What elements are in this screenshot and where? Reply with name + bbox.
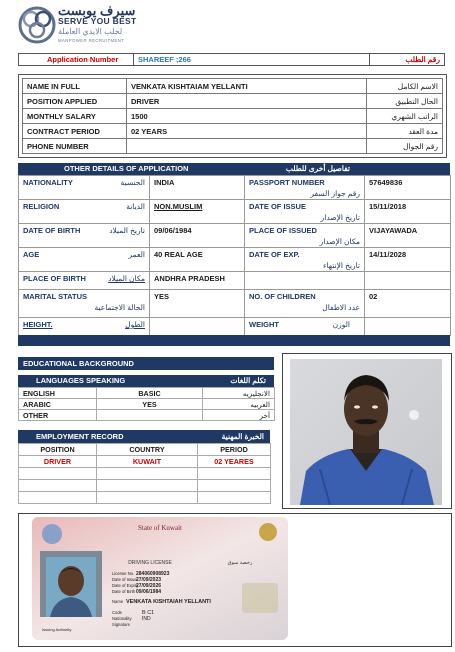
children-label-arabic: عدد الاطفال [322, 303, 360, 312]
personal-value: DRIVER [127, 94, 367, 109]
other-details-footer-bar [18, 335, 450, 346]
religion-label-arabic: الديانة [126, 202, 145, 211]
personal-label: MONTHLY SALARY [23, 109, 127, 124]
languages-header [18, 375, 274, 387]
language-name: ENGLISH [19, 388, 97, 399]
language-row [19, 399, 275, 410]
weight-label-arabic: الوزن [332, 320, 350, 329]
date-exp-label-arabic: تاريخ الإنتهاء [323, 261, 360, 270]
employment-header-country: COUNTRY [97, 444, 198, 456]
personal-row [23, 139, 443, 154]
language-level: BASIC [97, 388, 203, 399]
employment-row [19, 456, 271, 468]
license-code: B C1 [142, 610, 155, 616]
personal-label-arabic: الحال التطبيق [367, 94, 443, 109]
passport-label: PASSPORT NUMBER [249, 178, 325, 187]
license-field-value-2: 27/09/2026 [136, 583, 162, 589]
employment-header [18, 430, 270, 443]
employment-title: EMPLOYMENT RECORD [36, 432, 124, 441]
place-issued-label-arabic: مكان الإصدار [319, 237, 360, 246]
employment-country: KUWAIT [97, 456, 198, 468]
application-number-value: SHAREEF ;266 [138, 55, 191, 64]
license-title: DRIVING LICENSE [128, 560, 172, 566]
age-label: AGE [23, 250, 40, 259]
personal-value: 1500 [127, 109, 367, 124]
pob-value: ANDHRA PRADESH [150, 272, 245, 290]
license-field-label-1: Date of Issue [112, 577, 137, 582]
language-name-arabic: العربيه [203, 399, 275, 410]
employment-empty-row [19, 480, 271, 492]
employment-empty-row [19, 492, 271, 504]
date-of-issue-label-arabic: تاريخ الإصدار [320, 213, 360, 222]
personal-info-table [22, 78, 443, 154]
personal-label-arabic: الراتب الشهري [367, 109, 443, 124]
languages-title-arabic: تكلم اللغات [230, 376, 266, 385]
personal-label-arabic: الاسم الكامل [367, 79, 443, 94]
height-label-arabic: الطول [125, 320, 145, 329]
other-details-title: OTHER DETAILS OF APPLICATION [64, 164, 189, 173]
personal-row [23, 79, 443, 94]
logo-tagline-english: MANPOWER RECRUITMENT [58, 38, 125, 43]
marital-label-arabic: الحالة الاجتماعية [94, 303, 145, 312]
languages-table [18, 387, 275, 421]
weight-label: WEIGHT [249, 320, 279, 329]
passport-label-arabic: رقم جواز السفر [310, 189, 360, 198]
nationality-label-arabic: الجنسية [120, 178, 145, 187]
logo-tagline-arabic: لجلب الايدي العاملة [58, 27, 123, 36]
license-field-label-2: Date of Expiry [112, 583, 139, 588]
license-field-value-3: 09/06/1984 [136, 589, 162, 595]
dob-label: DATE OF BIRTH [23, 226, 81, 235]
license-title-arabic: رخصة سوق [227, 560, 253, 566]
license-name: VENKATA KISHTAIAH YELLANTI [126, 599, 211, 605]
children-label: NO. OF CHILDREN [249, 292, 316, 301]
personal-value [127, 139, 367, 154]
logo-name-arabic: سيرف يوبست [58, 3, 136, 18]
license-nationality: IND [142, 616, 151, 622]
license-name-label: Name [112, 599, 124, 604]
language-row [19, 388, 275, 399]
license-field-label-3: Date of Birth [112, 589, 136, 594]
application-number-label: Application Number [47, 55, 119, 64]
employment-header-period: PERIOD [198, 444, 271, 456]
kuwait-emblem-right-icon [259, 523, 277, 541]
dob-label-arabic: تاريخ الميلاد [109, 226, 145, 235]
religion-label: RELIGION [23, 202, 60, 211]
date-exp-label: DATE OF EXP. [249, 250, 300, 259]
license-field-label-0: License No. [112, 571, 135, 576]
marital-value: YES [150, 290, 245, 318]
personal-row [23, 109, 443, 124]
license-state: State of Kuwait [138, 524, 182, 532]
license-code-label: Code [112, 610, 123, 615]
language-name: OTHER [19, 410, 97, 421]
age-label-arabic: العمر [128, 250, 145, 259]
language-row [19, 410, 275, 421]
other-details-table [18, 175, 451, 336]
children-value: 02 [365, 290, 451, 318]
language-level [97, 410, 203, 421]
kuwait-emblem-left-icon [42, 524, 62, 544]
date-of-issue-value: 15/11/2018 [365, 200, 451, 224]
nationality-label: NATIONALITY [23, 178, 73, 187]
employment-empty-row [19, 468, 271, 480]
place-issued-label: PLACE OF ISSUED [249, 226, 317, 235]
personal-value: VENKATA KISHTAIAM YELLANTI [127, 79, 367, 94]
application-number-row [18, 53, 445, 66]
company-logo-icon [17, 5, 57, 45]
language-level: YES [97, 399, 203, 410]
place-issued-value: VIJAYAWADA [365, 224, 451, 248]
license-field-value-0: 284060908923 [136, 571, 170, 577]
other-details-title-arabic: تفاصيل أخرى للطلب [285, 164, 350, 173]
employment-header-position: POSITION [19, 444, 97, 456]
height-value [150, 318, 245, 336]
personal-label-arabic: مدة العقد [367, 124, 443, 139]
personal-label: CONTRACT PERIOD [23, 124, 127, 139]
nationality-value: INDIA [150, 176, 245, 200]
language-name: ARABIC [19, 399, 97, 410]
license-nationality-label: Nationality [112, 616, 132, 621]
age-value: 40 REAL AGE [150, 248, 245, 272]
personal-row [23, 124, 443, 139]
pob-label: PLACE OF BIRTH [23, 274, 86, 283]
personal-label: PHONE NUMBER [23, 139, 127, 154]
marital-label: MARITAL STATUS [23, 292, 88, 301]
applicant-photo [290, 359, 442, 505]
languages-title: LANGUAGES SPEAKING [36, 376, 126, 385]
license-field-value-1: 27/09/2023 [136, 577, 162, 583]
application-number-label-arabic: رقم الطلب [405, 55, 440, 64]
employment-title-arabic: الخبرة المهنية [221, 432, 264, 441]
driving-license-card [32, 517, 288, 640]
education-header: EDUCATIONAL BACKGROUND [18, 357, 274, 370]
dob-value: 09/06/1984 [150, 224, 245, 248]
language-name-arabic: الانجليزيه [203, 388, 275, 399]
personal-label-arabic: رقم الجوال [367, 139, 443, 154]
personal-row [23, 94, 443, 109]
personal-value: 02 YEARS [127, 124, 367, 139]
license-authority: Issuing Authority [42, 627, 72, 632]
weight-value [365, 318, 451, 336]
employment-table [18, 443, 271, 504]
license-signature-label: Signature [112, 622, 130, 627]
height-label: HEIGHT. [23, 320, 53, 329]
date-of-issue-label: DATE OF ISSUE [249, 202, 306, 211]
personal-label: POSITION APPLIED [23, 94, 127, 109]
passport-value: 57649836 [365, 176, 451, 200]
logo-name-english: SERVE YOU BEST [58, 16, 137, 26]
employment-position: DRIVER [19, 456, 97, 468]
employment-period: 02 YEARES [198, 456, 271, 468]
pob-label-arabic: مكان الميلاد [108, 274, 145, 283]
date-exp-value: 14/11/2028 [365, 248, 451, 272]
personal-label: NAME IN FULL [23, 79, 127, 94]
other-details-header [18, 163, 450, 175]
language-name-arabic: آخر [203, 410, 275, 421]
religion-value: NON.MUSLIM [150, 200, 245, 224]
